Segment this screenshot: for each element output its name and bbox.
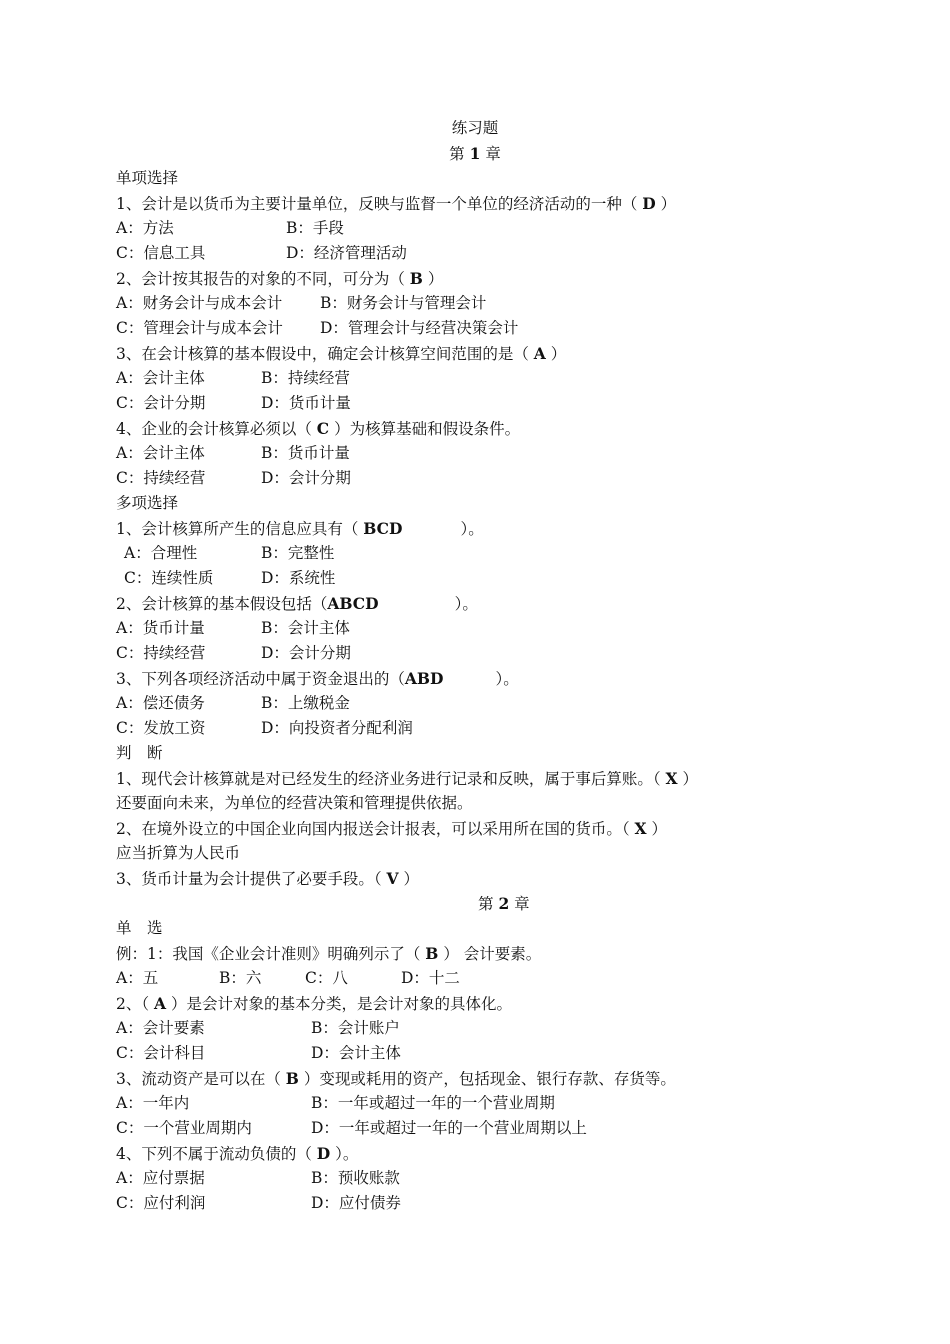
chapter-1-heading: 第 1 章 [449,144,501,163]
option: D：会计分期 [261,469,351,487]
option: B：预收账款 [311,1169,400,1187]
option: D：货币计量 [261,394,351,412]
option: A：一年内 [116,1094,190,1112]
option: A：货币计量 [116,619,205,637]
option: C：信息工具 [116,244,206,262]
answer-note: 应当折算为人民币 [116,844,241,862]
option: B：货币计量 [261,444,350,462]
option: D：应付债券 [311,1194,401,1212]
option: C：持续经营 [116,469,206,487]
question-text: 4、企业的会计核算必须以（ C ）为核算基础和假设条件。 [116,419,521,438]
question-text: 3、货币计量为会计提供了必要手段。（ V ） [116,869,420,888]
document-title: 练习题 [451,119,499,137]
option: D：会计主体 [311,1044,401,1062]
option: B：手段 [286,219,344,237]
single-choice-section-label: 单 选 [116,919,163,937]
option: C：应付利润 [116,1194,206,1212]
answer: A [533,344,546,363]
single-choice-section-label: 单项选择 [116,169,179,187]
option: A：财务会计与成本会计 [116,294,283,312]
option: D：会计分期 [261,644,351,662]
answer: A [154,994,167,1013]
answer: B [425,944,439,963]
answer: C [316,419,330,438]
option: B：持续经营 [261,369,350,387]
multi-choice-section-label: 多项选择 [116,494,179,512]
answer: D [316,1144,331,1163]
question-text: 2、（ A ）是会计对象的基本分类，是会计对象的具体化。 [116,994,513,1013]
answer: X [665,769,678,788]
option: C：八 [305,969,348,987]
question-text: 2、会计按其报告的对象的不同，可分为（ B ） [116,269,444,288]
option: B：上缴税金 [261,694,350,712]
option: D：管理会计与经营决策会计 [320,319,519,337]
option: B：会计账户 [311,1019,400,1037]
question-text: 2、在境外设立的中国企业向国内报送会计报表，可以采用所在国的货币。（ X ） [116,819,668,838]
option: C：一个营业周期内 [116,1119,252,1137]
option: D：十二 [401,969,460,987]
option: B：财务会计与管理会计 [320,294,487,312]
question-text: 3、在会计核算的基本假设中，确定会计核算空间范围的是（ A ） [116,344,567,363]
answer: ABD [404,669,444,688]
option: B：完整性 [261,544,335,562]
answer: ABCD [327,594,379,613]
option: D：系统性 [261,569,336,587]
question-text: 例：1：我国《企业会计准则》明确列示了（ B ） 会计要素。 [116,944,542,963]
option: A：五 [116,969,159,987]
question-text: 4、下列不属于流动负债的（ D ）。 [116,1144,359,1163]
option: C：管理会计与成本会计 [116,319,283,337]
answer: BCD [363,519,403,538]
option: C：会计科目 [116,1044,206,1062]
option: D：经济管理活动 [286,244,407,262]
option: C：持续经营 [116,644,206,662]
answer: B [409,269,423,288]
option: D：向投资者分配利润 [261,719,413,737]
option: A：合理性 [124,544,198,562]
option: C：连续性质 [124,569,214,587]
question-text: 1、现代会计核算就是对已经发生的经济业务进行记录和反映，属于事后算账。（ X ） [116,769,699,788]
option: C：发放工资 [116,719,206,737]
option: D：一年或超过一年的一个营业周期以上 [311,1119,587,1137]
question-text: 1、会计是以货币为主要计量单位，反映与监督一个单位的经济活动的一种（ D ） [116,194,677,213]
option: A：偿还债务 [116,694,205,712]
answer: V [386,869,399,888]
answer: D [642,194,656,213]
option: A：会计主体 [116,444,205,462]
option: C：会计分期 [116,394,206,412]
question-text: 3、下列各项经济活动中属于资金退出的（ABD ）。 [116,669,519,688]
question-text: 3、流动资产是可以在（ B ）变现或耗用的资产，包括现金、银行存款、存货等。 [116,1069,676,1088]
option: B：六 [219,969,262,987]
option: A：应付票据 [116,1169,205,1187]
question-text: 1、会计核算所产生的信息应具有（ BCD ）。 [116,519,484,538]
answer: B [285,1069,299,1088]
question-text: 2、会计核算的基本假设包括（ABCD ）。 [116,594,478,613]
option: B：一年或超过一年的一个营业周期 [311,1094,555,1112]
chapter-2-heading: 第 2 章 [478,894,530,913]
option: A：方法 [116,219,174,237]
answer-note: 还要面向未来，为单位的经营决策和管理提供依据。 [116,794,473,812]
judge-section-label: 判 断 [116,744,163,762]
answer: X [634,819,647,838]
option: A：会计要素 [116,1019,205,1037]
option: B：会计主体 [261,619,350,637]
option: A：会计主体 [116,369,205,387]
